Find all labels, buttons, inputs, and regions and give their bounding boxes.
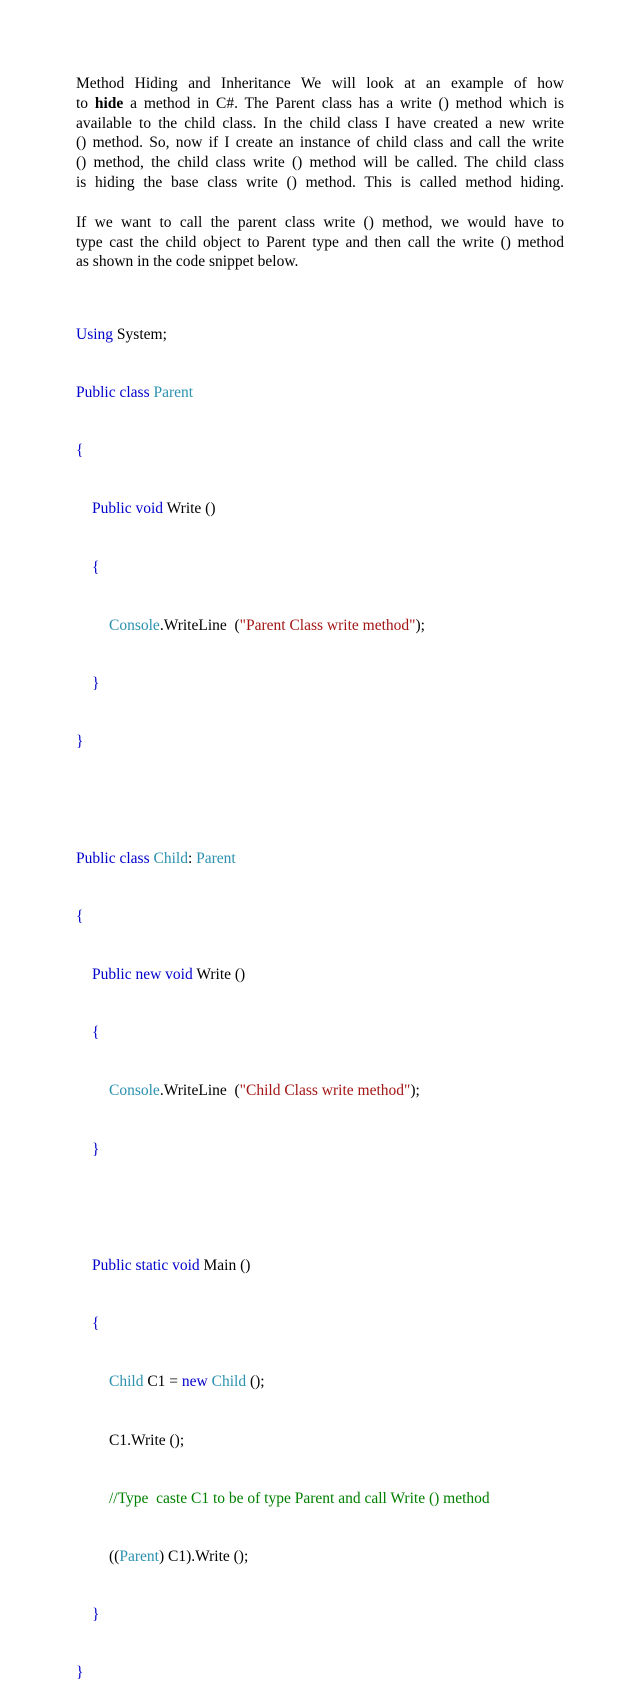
code-type: Child xyxy=(109,1373,144,1391)
code-keyword: Public class xyxy=(76,384,150,402)
code-comment: //Type caste C1 to be of type Parent and call Write () method xyxy=(109,1489,490,1507)
code-text: System; xyxy=(113,325,167,343)
code-line xyxy=(76,965,490,984)
code-string: "Parent Class write method" xyxy=(239,616,416,634)
code-line xyxy=(76,1140,490,1159)
code-text: (); xyxy=(246,1373,265,1391)
code-type: Parent xyxy=(196,849,236,867)
code-brace: { xyxy=(76,442,84,460)
code-text: ) C1).Write (); xyxy=(158,1548,249,1566)
code-text: : xyxy=(187,849,197,867)
code-keyword: Using xyxy=(76,325,114,343)
code-line xyxy=(76,907,490,926)
code-brace: } xyxy=(92,1140,100,1158)
text-line: If we want to call the parent class write () method, we would have to xyxy=(76,213,564,231)
text-line: available to the child class. In the child class I have created a new write xyxy=(76,114,564,132)
code-line xyxy=(76,1372,490,1391)
code-brace: { xyxy=(76,907,84,925)
code-text: ); xyxy=(410,1082,420,1100)
code-line xyxy=(76,1256,490,1275)
code-brace: { xyxy=(92,1024,100,1042)
code-keyword: new xyxy=(181,1373,208,1391)
code-line xyxy=(76,616,490,635)
code-brace: } xyxy=(92,1606,100,1624)
code-brace: } xyxy=(76,733,84,751)
text-line: () method, the child class write () method will be called. The child class xyxy=(76,154,564,172)
code-brace: { xyxy=(92,1315,100,1333)
code-line xyxy=(76,1081,490,1100)
code-snippet xyxy=(76,286,490,1702)
code-type: Console xyxy=(109,1082,160,1100)
text-line: is hiding the base class write () method. This is called method hiding. xyxy=(76,173,564,191)
code-text: ); xyxy=(415,616,425,634)
code-text: C1.Write (); xyxy=(109,1431,185,1449)
code-keyword: Public void xyxy=(92,500,164,518)
code-keyword: Public static void xyxy=(92,1257,200,1275)
text-line xyxy=(76,94,564,114)
code-string: "Child Class write method" xyxy=(239,1082,411,1100)
code-text: (( xyxy=(109,1548,120,1566)
code-line xyxy=(76,441,490,460)
paragraph-intro xyxy=(76,74,564,193)
code-line xyxy=(76,1605,490,1624)
code-line xyxy=(76,732,490,751)
code-text: Write () xyxy=(192,966,246,984)
code-type: Parent xyxy=(119,1548,159,1566)
code-line xyxy=(76,674,490,693)
text-line: Method Hiding and Inheritance We will look at an example of how xyxy=(76,75,564,92)
code-line xyxy=(76,1023,490,1042)
code-line xyxy=(76,499,490,518)
code-line xyxy=(76,1663,490,1682)
code-text: C1 = xyxy=(143,1373,182,1391)
text-line: () method. So, now if I create an instance of child class and call the write xyxy=(76,134,564,152)
code-line xyxy=(76,1489,490,1508)
code-line xyxy=(76,325,490,344)
code-type: Console xyxy=(109,616,160,634)
text-line: type cast the child object to Parent type and then call the write () method xyxy=(76,233,564,251)
document-body xyxy=(76,74,564,272)
code-text: .WriteLine ( xyxy=(159,616,240,634)
code-type: Child xyxy=(207,1373,247,1391)
code-line xyxy=(76,849,490,868)
bold-word: hide xyxy=(94,94,124,112)
code-keyword: Public class xyxy=(76,849,150,867)
text-line: as shown in the code snippet below. xyxy=(76,253,299,271)
code-line xyxy=(76,1314,490,1333)
code-text: .WriteLine ( xyxy=(159,1082,240,1100)
code-line xyxy=(76,1431,490,1450)
code-brace: } xyxy=(76,1664,84,1682)
code-text: Main () xyxy=(199,1257,251,1275)
code-line xyxy=(76,558,490,577)
code-keyword: Public new void xyxy=(92,966,193,984)
code-brace: } xyxy=(92,675,100,693)
paragraph-explanation xyxy=(76,213,564,272)
code-type: Parent xyxy=(153,384,194,402)
text-fragment: to xyxy=(76,94,95,112)
code-line xyxy=(76,1547,490,1566)
code-line xyxy=(76,383,490,402)
code-type: Child xyxy=(153,849,188,867)
text-fragment: a method in C#. The Parent class has a write () method which is xyxy=(130,94,565,112)
code-text: Write () xyxy=(163,500,216,518)
code-brace: { xyxy=(92,558,100,576)
